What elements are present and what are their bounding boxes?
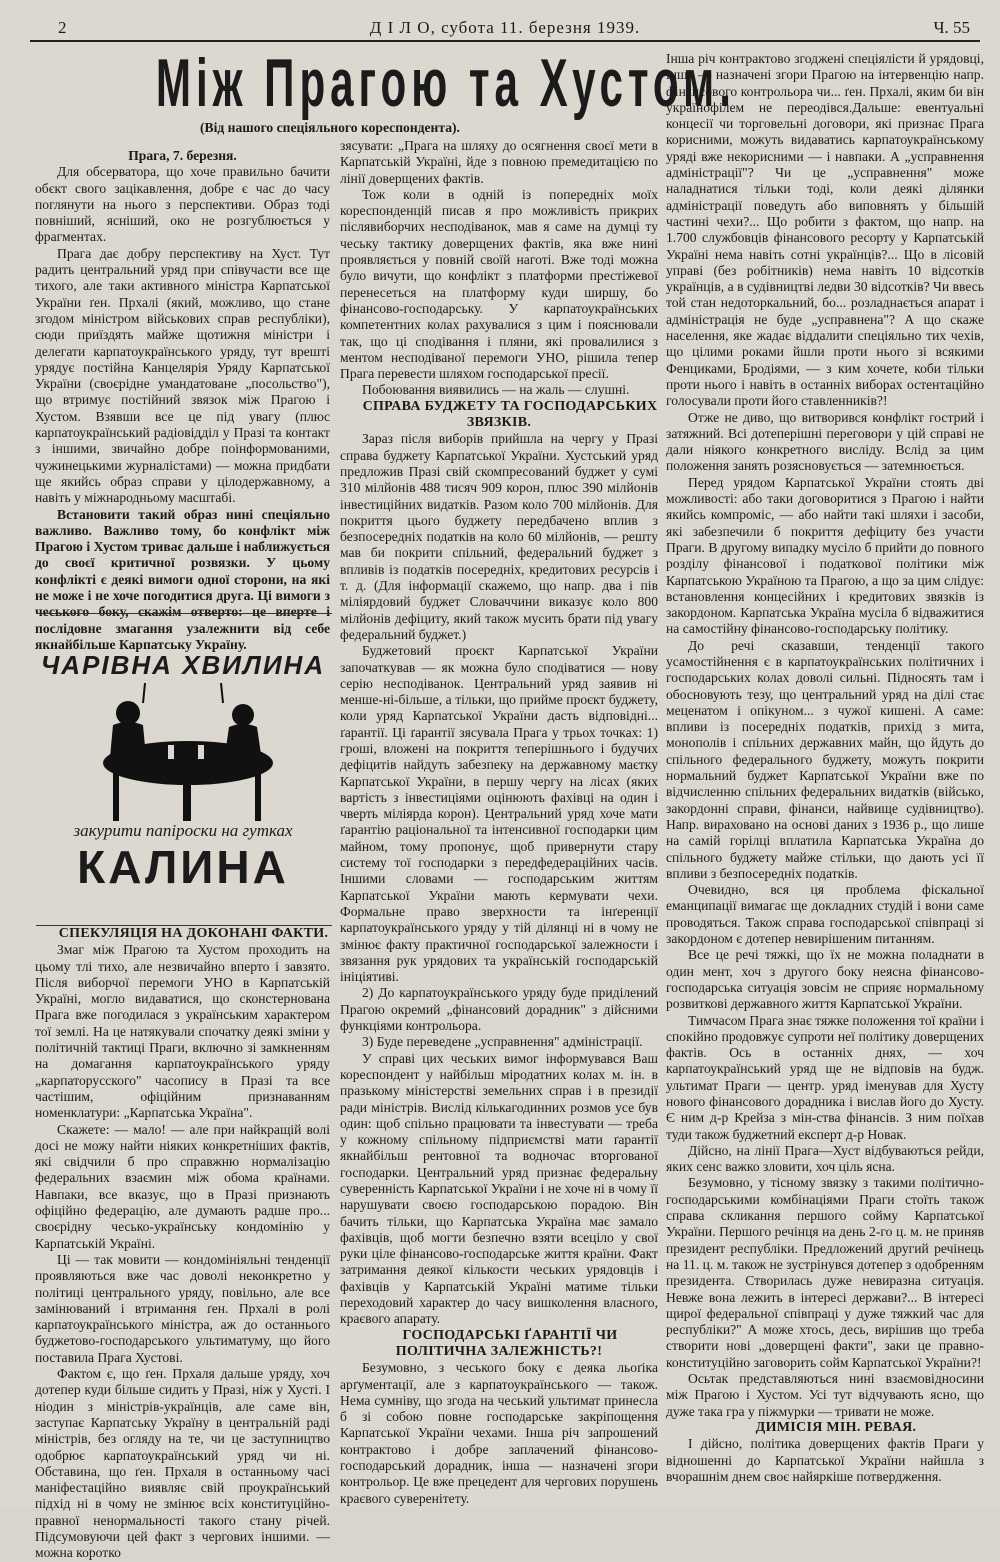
paragraph: зясувати: „Прага на шляху до осягнення своєї мети в Карпатській Україні, йде з повною премедитацією по лінії доверщених фактів. (340, 138, 658, 186)
paragraph: Скажете: — мало! — але при найкращій волі досі не можу найти ніяких конкретніших фактів, які свідчили б про справжню нормалізацію федеральних взаємин між обома країнами. Навпаки, все вказує, що в Празі признають офіційно федерацію, але думають радше про... своєрідну чесько-українську кондомінію у Карпатській Україні. (35, 1121, 330, 1251)
page-number: 2 (58, 18, 67, 37)
dateline: Прага, 7. березня. (128, 148, 237, 163)
section-title: ДИМІСІЯ МІН. РЕВАЯ. (755, 1419, 917, 1435)
section-title: ГОСПОДАРСЬКІ ҐАРАНТІЇ ЧИ ПОЛІТИЧНА ЗАЛЕЖНІСТЬ?! (395, 1327, 618, 1359)
advertisement (38, 618, 328, 918)
paragraph: Встановити такий образ нині спеціяльно важливо. Важливо тому, бо конфлікт між Прагою і Хустом триває дальше і наближується до своєї критичної розвязки. У цьому конфлікті є деякі вимоги одної сторони, на які не може і не хоче погодитися друга. Ці вимоги з чеського боку, скажім отверто: це вперте і послідовне змагання узалежнити від себе якнайбільше Карпатську Україну. (35, 506, 330, 652)
paragraph: Фактом є, що ґен. Прхаля дальше уряду, хоч дотепер куди більше сидить у Празі, ніж у Хусті. І ніодин з міністрів-українців, але саме він, заступає Карпатську Україну в центральній раді міністрів, без огляду на те, чи це заступництво одобрює карпатоукраїнський уряд чи ні. Обставина, що ґен. Прхаля в останньому часі маніфестаційно виявляє свій проукраїнський підхід ні в чому не змінює всіх конституційно-правної ненормальності такого стану річей. Підсумовуючи цей факт з чергових іншими. — можна коротко (35, 1366, 330, 1561)
article-byline: (Від нашого спеціяльного кореспондента). (200, 120, 460, 135)
paragraph: І дійсно, політика доверщених фактів Праги у відношенні до Карпатської України найшла з вчорашнім днем своє найяркіше потвердження. (666, 1436, 984, 1484)
section-title: СПРАВА БУДЖЕТУ ТА ГОСПОДАРСЬКИХ ЗВЯЗКІВ. (362, 398, 658, 431)
paragraph: Дійсно, на лінії Прага—Хуст відбуваються рейди, яких сенс важко зловити, хоч ціль ясна. (666, 1142, 984, 1175)
paragraph: Перед урядом Карпатської України стоять дві можливості: або таки договоритися з Прагою і найти якийсь компроміс, — або найти такі шляхи і засоби, які забезпечили б покриття дефіциту без участи Праги. В другому випадку мусіло б прийти до повного розділу фінансової і податкової політики між Карпатською Україною та Прагою, а що за цим слідує: встановлення концесійних і кредитових звязків із закордоном. Карпатська Україна мусіла б відважитися на самостійну фінансово-господарську політику. (666, 474, 984, 637)
paragraph: Для обсерватора, що хоче правильно бачити обєкт свого зацікавлення, добре є час до часу поглянути на нього з перспективи. Образ тоді повніший, ясніший, око не розгублюється у фрагментах. (35, 164, 330, 245)
column-1-lower (35, 926, 330, 1562)
paragraph: Змаг між Прагою та Хустом проходить на цьому тлі тихо, але незвичайно вперто і завзято. Після виборчої перемоги УНО в Карпатській Україні, могло видаватися, що сконстернована Прага вже погодилася з українським характером тої землі. На це натякували спочатку деякі зміни у політичній тактиці Праги, включно зі замкненням на домагання карпатоукраїнського уряду „карпаторусского" часопису в Празі та все частішим, офіційним признаванням номенклатури: „Карпатська Україна". (35, 942, 330, 1121)
ad-slogan: закурити папіроски на гутках (73, 821, 293, 840)
paragraph: Безумовно, у тісному звязку з такими політично-господарськими комбінаціями Праги стоїть також справа скликання першого сойму Карпатської України. Першого речінця на день 2-го ц. м. не приняв президент республіки. Предложений другий речінець на 11. ц. м. також не зустрінувся дотепер з одобренням президента. Створилась дуже невиразна ситуація. Невже вона лежить в інтересі держави?... В інтересі щирої федеральної співпраці у дуже тяжкий час для республіки?" А може хтось, десь, вирішив що треба створити нові „доверщені факти", заки це правно-конституційно заговорить сойм Карпатської України?! (666, 1175, 984, 1370)
paragraph: У справі цих чеських вимог інформувався Ваш кореспондент у найбільш міродатних колах м. ін. в празькому міністерстві земельних справ і в президії ради міністрів. Вислід кількагодинних розмов усе був один: щоб спільно працювати та інвестувати — треба у кожному спільному підприємстві мати ґарантії якнайбільш рентовної та водночас вторгованої господарки. Центральний уряд признає федеральну суверенність Карпатської України і не хоче ні в чому її нарушувати своєю господарською порадою. Він бачить тільки, що Карпатська Україна має замало фахівців, щоб могти безпечно взяти всеціло у свої руки ціле фінансово-господарське життя країни. Факт затримання деякої кількости чеських урядовців і фахівців у Карпатській Україні матиме тільки переходовий характер до часу вишколення власного, краєвого апарату. (340, 1050, 658, 1327)
issue-number: Ч. 55 (933, 18, 970, 37)
paragraph: Безумовно, з чеського боку є деяка льоґіка арґументації, але з карпатоукраїнського — також. Нема сумніву, що згода на чеський ультимат принесла б зі собою повне господарське закріпощення Карпатської України чехами. Інша річ запрошений контрактово і добре заплачений фінансово-господарський дорадник, інша — назначені згори контрольор. Це вже прецедент для чергових порушень краєвого суверенітету. (340, 1360, 658, 1506)
paragraph: Очевидно, вся ця проблема фіскальної еманципації вимагає ще докладних студій і вони саме проводяться. Також справа господарської співпраці зі закордоном є дотепер невирішеним питанням. (666, 882, 984, 947)
paragraph: Зараз після виборів прийшла на чергу у Празі справа буджету Карпатської України. Хустський уряд предложив Празі свій скомпресований буджет у сумі 310 мілйонів 488 тисяч 909 корон, плюс 390 мілйонів інвестиційних видатків. Разом коло 700 мілйонів. Для покриття цього буджету передбачено вплив з безпосередніх податків на коло 60 мілйонів, — решту мав би покрити спільний, федеральний буджет з впливів із податків посередніх, кредитових ресурсів і т. д. (Для інформації скажемо, що напр. два і пів міліярдовий буджет Словаччини виказує коло 800 мілйонів дефіциту, який також мусить брати під увагу федеральний буджет.) (340, 431, 658, 642)
newspaper-title-line: Д І Л О, субота 11. березня 1939. (369, 18, 641, 37)
paragraph: До речі сказавши, тенденції такого усамостійнення є в карпатоукраїнських політичних і господарських колах доволі сильні. Підносять там і обосновують тезу, що центральний уряд на ділі стає меценатом і опікуном... з чужої кишені. А саме: впливи із посередніх податків, прихід з мита, монополів і спільних державних майн, що йдуть до спільного федерального буджету, можуть покрити нормальний буджет Карпатської України вже по відчисленню спільних федеральних видатків (військо, закордонні справи, фінанси, найвище судівництво). Напр. вираховано на основі даних з 1936 р., що лише на самій горілці вплатила Карпатська Україна до спільного буджету майже стільки, що дають усі її впливи з безпосередніх податків. (666, 637, 984, 881)
column-3 (666, 51, 984, 1485)
paragraph: Побоювання виявились — на жаль — слушні. (362, 382, 630, 398)
paragraph: Тож коли в одній із попередніх моїх кореспонденцій писав я про можливість прикрих післявиборчих несподіванок, мав я саме на думці ту чеську тактику доверщених фактів, яка вже нині проявляється у повній своїй наготі. Вже тоді можна було вичути, що конфлікт з платформи престіжевої перенесеться на платформу куди ширшу, бо фінансово-господарську. У карпатоукраїнських компетентних колах рахувалися з цим і пояснювали так, що ці сподівання і пляни, які провалилися з ментом несподіваної перемоги УНО, рішила тепер Прага перевести шляхом господарської пресії. (340, 186, 658, 382)
paragraph: Ці — так мовити — кондомініяльні тенденції проявляються вже час доволі неконкретно у політиці центрального уряду, повільно, але все замінюваний і втримання ґен. Прхалі в ролі карпатоукраїнського міністра, аж до останнього буджетово-господарського ультиматуму, що його поставила Прага Хустові. (35, 1251, 330, 1365)
section-title: СПЕКУЛЯЦІЯ НА ДОКОНАНІ ФАКТИ. (58, 926, 329, 941)
article-headline: Між Прагою та Хустом. (155, 45, 736, 121)
paragraph: 2) До карпатоукраїнського уряду буде приділений Прагою окремий „фінансовий дорадник" з дійсними функціями контрольора. (340, 985, 658, 1034)
paragraph: Осьтак представляються нині взаємовідносини між Прагою і Хустом. Усі тут відчувають ясно, що дуже така гра у піжмурки — тривати не може. (666, 1371, 984, 1419)
ad-brand: КАЛИНА (77, 841, 289, 893)
masthead (30, 14, 980, 42)
column-2 (340, 138, 658, 1507)
paragraph: Інша річ контрактово згоджені спеціялісти й урядовці, інша — назначені згори Прагою на інтервенцію напр. фінансового контрольора чи... ґен. Прхалі, яким би він українофілем не переодівся.Дальше: евентуальні концесії чи торговельні договори, які признає Прага корисними, можуть видаватись карпатоукраїнському уряді вже некорисними — і навпаки. А „усправнення адміністрації"? Чи це „усправнення" може наладнатися тільки тоді, коли деякі ділянки адміністрації поведуть або виповнять у більшій частині чехи?... Що робити з фактом, що напр. на 1.700 службовців фінансового ресорту у Карпатській Україні нема навіть сотні українців?... Що в лісовій управі (без робітників) нема навіть 10 відсотків українців, а в судівництві ледви 30 відсотків? Чи ввесь той стан недоторкальний, бо... розладнається апарат і адміністрація не буде „усправнена"? А що скаже населення, яке жадає віддалити спеціяльно тих чехів, що цілими роками йшли проти нього зі всякими Фенциками, Бродіями, — з ким хочете, коби тільки проти нього і навіть в останніх виборах остентаційно голосували проти його ставленників?! (666, 51, 984, 409)
paragraph: Прага дає добру перспективу на Хуст. Тут радить центральний уряд при співучасти все ще тихого, але таки активного міністра Карпатської України ґен. Прхалі (який, можливо, що стане згодом міністром військових справ республіки), сюди приїздять майже щотижня міністри і делегати карпатоукраїнського уряду, тут врешті урядує постійна Канцелярія Уряду Карпатської України (своєрідне умандатоване „посольство"), що втримує постійний звязок між Прагою і Хустом. Взявши все це під увагу (плюс карпатоукраїнський радіовідділ у Празі та контакт з іншими, звичайно добре поінформованими, чужинецькими журналістами) — можна придбати ще якийсь образ справи у цілодержавному, а навіть у міжнародньому масштабі. (35, 245, 330, 506)
paragraph: Все це речі тяжкі, що їх не можна поладнати в один мент, хоч з другого боку неясна фінансово-господарська ситуація зовсім не сприяє нормальному розвиткові державного життя Карпатської України. (666, 947, 984, 1012)
paragraph: Тимчасом Прага знає тяжке положення тої країни і спокійно продовжує супроти неї політику доверщених фактів. Ось в останніх днях, — хоч карпатоукраїнський уряд ще не відповів на будж. ультимат Праги — центр. уряд іменував для Хусту нового фінансового дорадника і вислав його до Хусту. Є ним д-р Крейза з мін-ства фінансів. З ним поїхав туди також буджетний експерт д-р Новак. (666, 1012, 984, 1142)
column-1 (35, 148, 330, 653)
paragraph: Отже не диво, що витворився конфлікт гострий і затяжний. Всі дотеперішні переговори у цій справі не дали ніякого конкретного висліду. Вслід за цим положення занять розясновується — затемнюється. (666, 409, 984, 474)
ad-headline: ЧАРІВНА ХВИЛИНА (40, 650, 326, 680)
paragraph: Буджетовий проєкт Карпатської України започаткував — як можна було сподіватися — нову серію несподіванок. Центральний уряд заявив ні менше-ні-більше, а тільки, що прийме проєкт буджету, коли уряд Карпатської України дасть відповідні... ґарантії. Ці ґарантії зясувала Прага у трьох точках: 1) гроші, вложені на покриття теперішнього і будучих дефіцитів найдуть забезпеку на державному маєтку Карпатської України, в першу чергу на лісах (яких вартість з інвестиціями оцінюють фахівці на один і чверть міліярда корон). Центральний уряд хоче мати ґарантію раціональної та інтенсивної господарки цим майном, тому пропонує, щоб привернути стару систему тої господарки з передфедераційних часів. Іншими словами — господарським життям Карпатської України мають кермувати чехи. Формальне право зверхности та інґеренції карпатоукраїнського уряду у тій ділянці ні в чому не змінює факту практичної господарської залежности і звязання рук урядових та українській господарській ініціятиві. (340, 643, 658, 985)
ad-illustration (83, 693, 293, 823)
divider (36, 613, 332, 614)
paragraph: 3) Буде переведене „усправнення" адміністрації. (362, 1034, 643, 1050)
